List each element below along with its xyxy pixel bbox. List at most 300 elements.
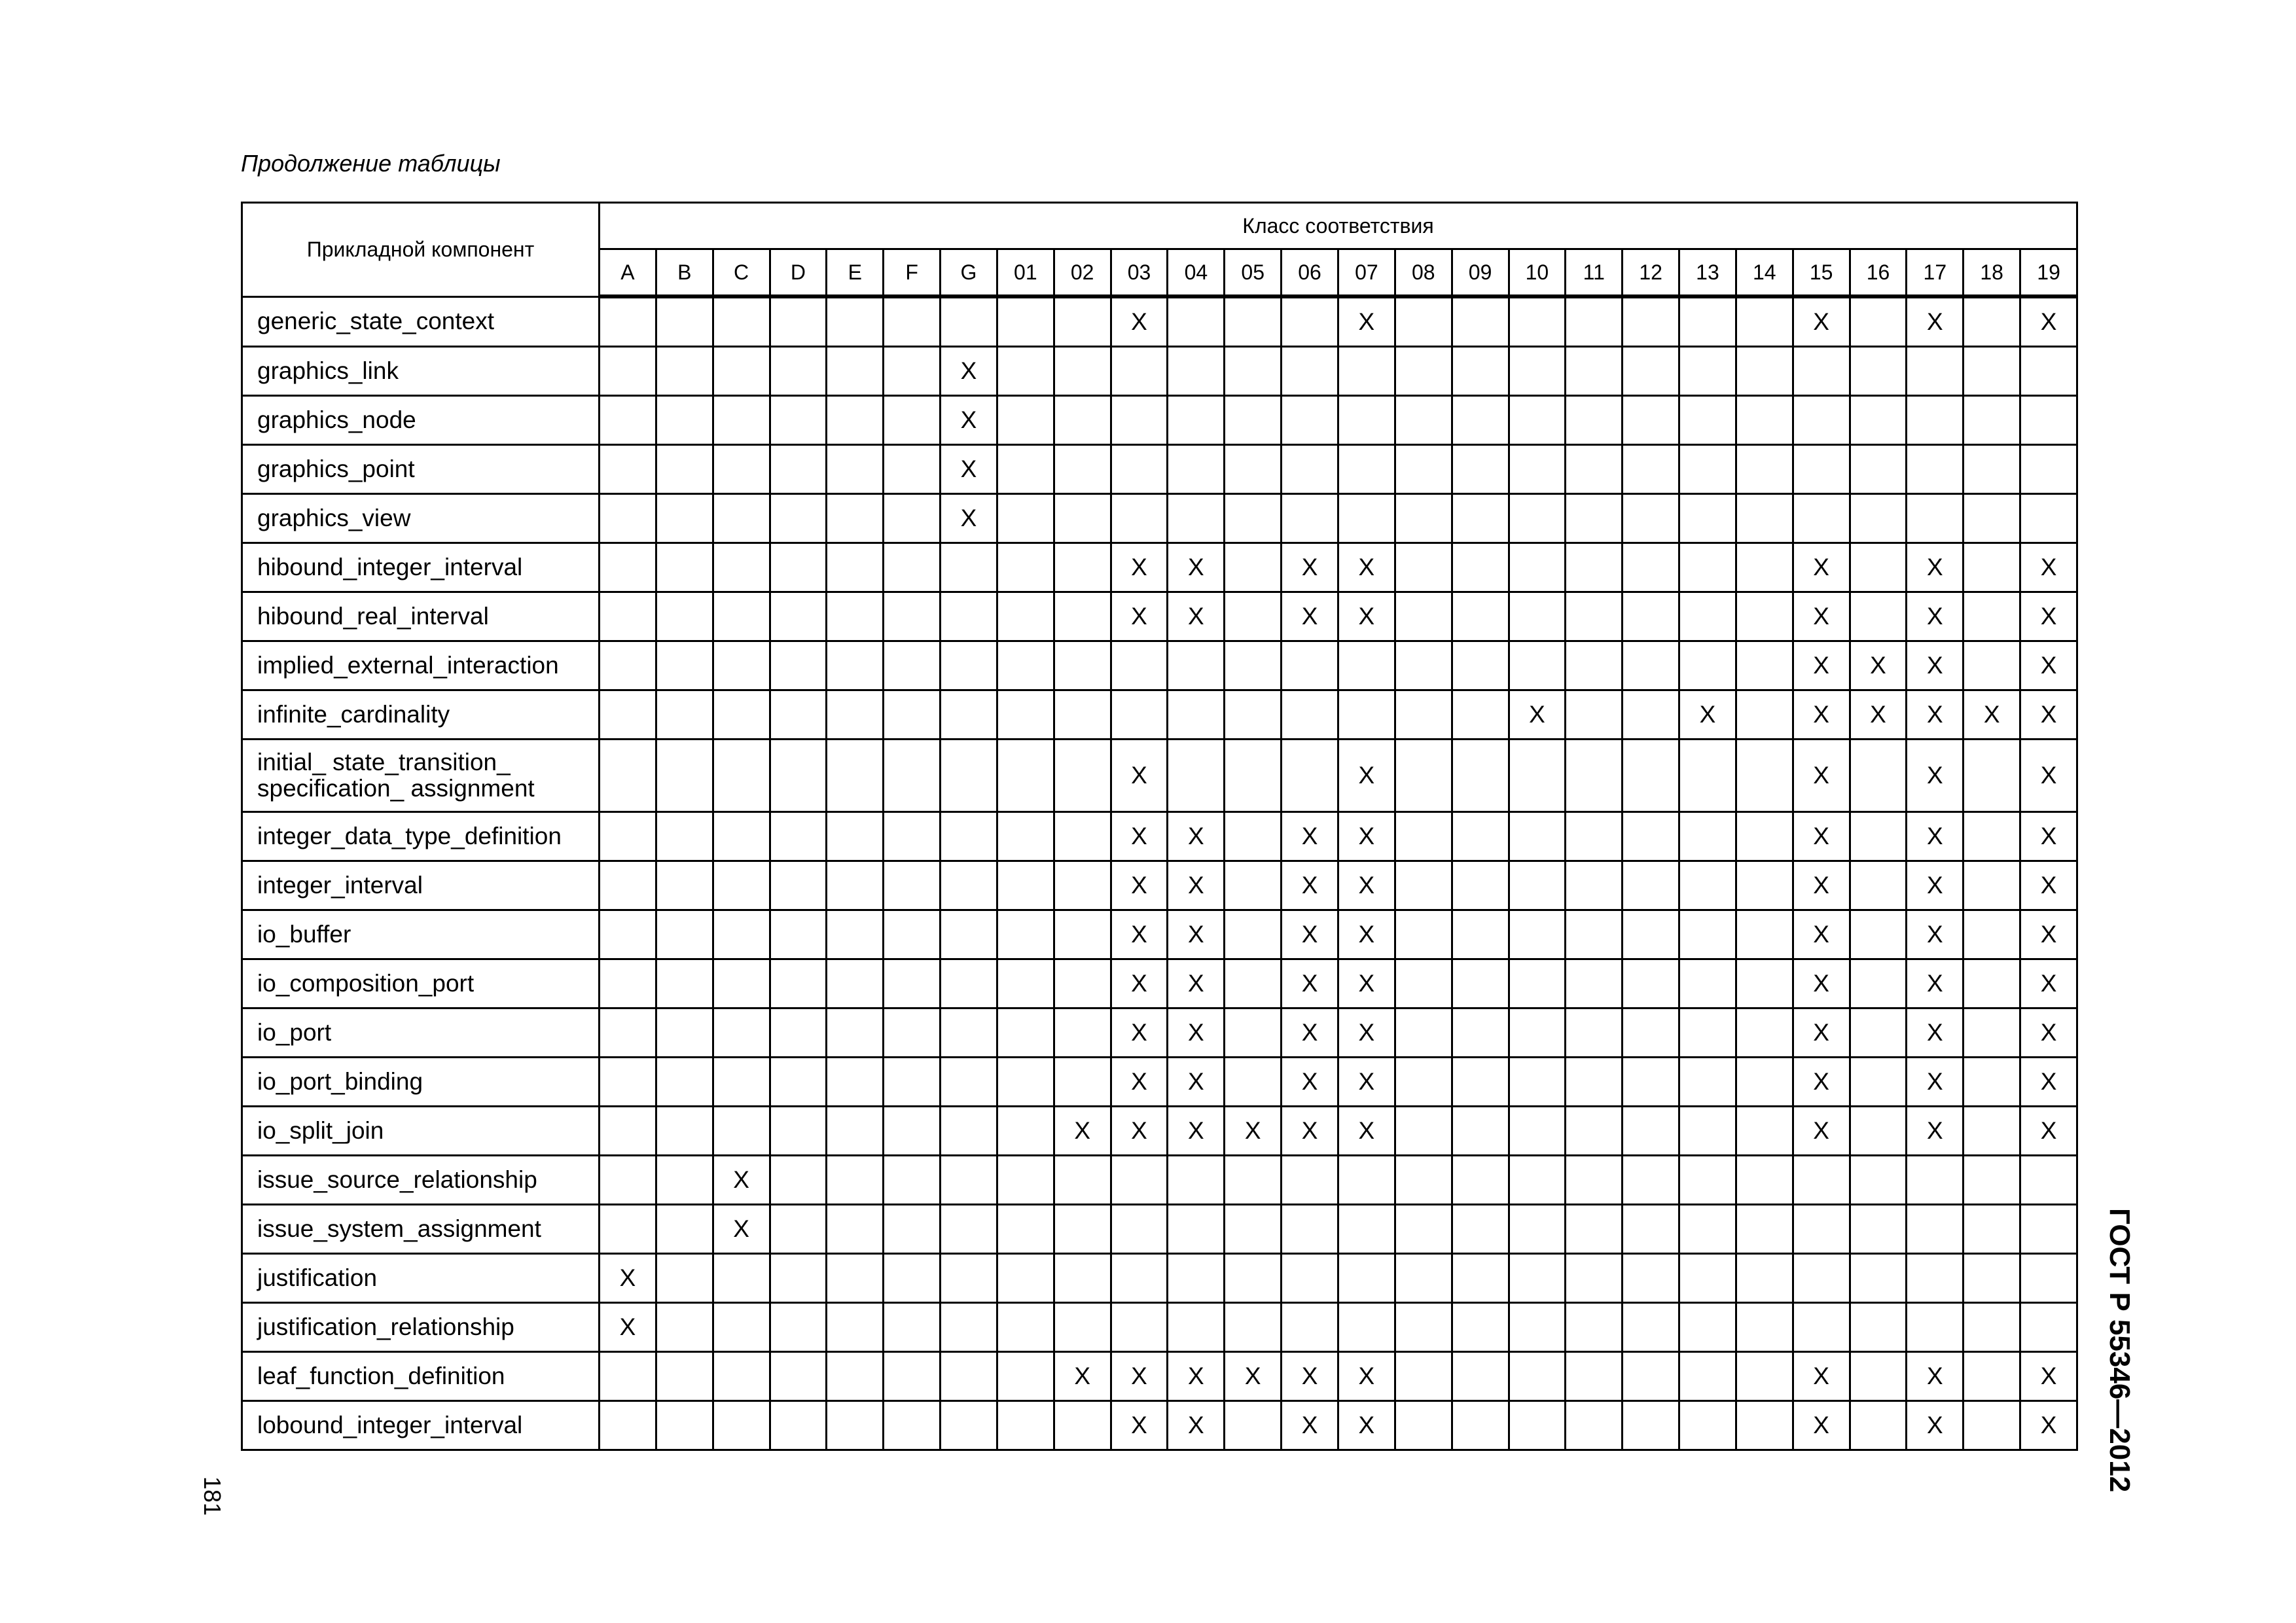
conformance-mark-cell <box>770 396 827 445</box>
conformance-mark-cell <box>1850 740 1907 812</box>
conformance-mark-cell <box>656 1008 713 1058</box>
conformance-mark-cell: X <box>1679 690 1736 740</box>
conformance-mark-cell <box>600 1156 656 1205</box>
component-name: integer_interval <box>257 872 423 899</box>
conformance-mark-cell <box>1623 494 1679 543</box>
conformance-mark-cell <box>1395 1352 1452 1401</box>
conformance-mark-cell <box>1168 1254 1225 1303</box>
conformance-mark-cell: X <box>1793 910 1850 959</box>
conformance-mark-cell: X <box>1111 959 1168 1008</box>
conformance-mark-cell <box>1736 959 1793 1008</box>
conformance-mark-cell <box>1452 396 1509 445</box>
conformance-mark-cell <box>1168 690 1225 740</box>
conformance-mark-cell <box>600 959 656 1008</box>
conformance-mark-cell <box>884 1058 941 1107</box>
conformance-mark-cell <box>941 1254 997 1303</box>
conformance-mark-cell <box>1168 1156 1225 1205</box>
conformance-mark-cell <box>1395 910 1452 959</box>
conformance-mark-cell <box>1736 347 1793 396</box>
conformance-mark-cell <box>1282 494 1338 543</box>
conformance-mark-cell: X <box>1338 1401 1395 1450</box>
component-name: graphics_view <box>257 505 411 531</box>
conformance-mark-cell: X <box>1168 543 1225 592</box>
table-row <box>242 812 2077 861</box>
conformance-mark-cell <box>656 812 713 861</box>
conformance-mark-cell <box>1168 396 1225 445</box>
conformance-mark-cell <box>1907 1205 1964 1254</box>
class-code-header: 19 <box>2020 249 2077 297</box>
conformance-mark-cell <box>1225 445 1282 494</box>
conformance-mark-cell <box>1225 347 1282 396</box>
conformance-mark-cell <box>1566 959 1623 1008</box>
conformance-mark-cell <box>1111 347 1168 396</box>
conformance-mark-cell <box>1623 959 1679 1008</box>
component-name: generic_state_context <box>257 308 495 335</box>
conformance-mark-cell: X <box>1282 592 1338 641</box>
conformance-mark-cell <box>713 812 770 861</box>
class-code-header: 11 <box>1566 249 1623 297</box>
conformance-mark-cell <box>770 910 827 959</box>
conformance-mark-cell <box>770 1352 827 1401</box>
component-name: graphics_link <box>257 357 399 384</box>
conformance-mark-cell <box>1736 1058 1793 1107</box>
conformance-mark-cell: X <box>600 1254 656 1303</box>
conformance-mark-cell <box>1679 1352 1736 1401</box>
conformance-mark-cell <box>2020 445 2077 494</box>
component-name: graphics_point <box>257 455 415 482</box>
component-name-cell <box>242 494 600 543</box>
conformance-mark-cell <box>713 1107 770 1156</box>
conformance-mark-cell <box>1282 690 1338 740</box>
conformance-mark-cell <box>1054 494 1111 543</box>
table-row <box>242 910 2077 959</box>
conformance-mark-cell <box>1282 396 1338 445</box>
conformance-mark-cell <box>600 812 656 861</box>
table-row <box>242 1401 2077 1450</box>
conformance-mark-cell <box>1225 1303 1282 1352</box>
conformance-mark-cell: X <box>2020 861 2077 910</box>
conformance-mark-cell <box>1395 1254 1452 1303</box>
conformance-mark-cell <box>2020 1254 2077 1303</box>
conformance-mark-cell <box>827 959 884 1008</box>
conformance-mark-cell <box>884 1008 941 1058</box>
conformance-mark-cell: X <box>1338 592 1395 641</box>
component-name-cell <box>242 396 600 445</box>
conformance-mark-cell: X <box>1282 959 1338 1008</box>
conformance-mark-cell: X <box>1338 1352 1395 1401</box>
conformance-mark-cell <box>1736 1107 1793 1156</box>
conformance-mark-cell <box>1054 641 1111 690</box>
conformance-mark-cell <box>1395 494 1452 543</box>
conformance-mark-cell <box>600 1205 656 1254</box>
conformance-mark-cell <box>941 740 997 812</box>
conformance-mark-cell <box>1679 812 1736 861</box>
conformance-mark-cell <box>997 861 1054 910</box>
conformance-mark-cell <box>1395 543 1452 592</box>
component-name-cell <box>242 296 600 347</box>
conformance-mark-cell: X <box>1111 910 1168 959</box>
conformance-mark-cell: X <box>1168 1401 1225 1450</box>
conformance-mark-cell <box>656 910 713 959</box>
class-code-header: 04 <box>1168 249 1225 297</box>
conformance-mark-cell <box>884 494 941 543</box>
conformance-mark-cell: X <box>1850 641 1907 690</box>
conformance-mark-cell <box>997 641 1054 690</box>
conformance-mark-cell <box>1850 910 1907 959</box>
conformance-mark-cell <box>1566 445 1623 494</box>
conformance-mark-cell <box>1452 1107 1509 1156</box>
conformance-mark-cell: X <box>2020 1058 2077 1107</box>
conformance-mark-cell <box>600 1401 656 1450</box>
conformance-mark-cell <box>1679 347 1736 396</box>
conformance-mark-cell <box>884 1401 941 1450</box>
conformance-mark-cell <box>1623 592 1679 641</box>
conformance-mark-cell <box>1964 1156 2020 1205</box>
conformance-mark-cell <box>1338 494 1395 543</box>
conformance-mark-cell <box>1452 1401 1509 1450</box>
table-row <box>242 1205 2077 1254</box>
conformance-mark-cell <box>827 494 884 543</box>
conformance-mark-cell: X <box>1907 592 1964 641</box>
conformance-mark-cell <box>1054 347 1111 396</box>
conformance-mark-cell <box>1282 296 1338 347</box>
conformance-mark-cell: X <box>2020 592 2077 641</box>
conformance-mark-cell <box>1452 592 1509 641</box>
conformance-mark-cell <box>1054 396 1111 445</box>
conformance-mark-cell <box>1623 347 1679 396</box>
conformance-mark-cell <box>1225 910 1282 959</box>
class-code-header: 15 <box>1793 249 1850 297</box>
conformance-mark-cell: X <box>1907 861 1964 910</box>
conformance-mark-cell <box>1395 592 1452 641</box>
conformance-mark-cell <box>1736 592 1793 641</box>
conformance-mark-cell <box>941 1156 997 1205</box>
conformance-mark-cell <box>1395 1008 1452 1058</box>
conformance-mark-cell <box>1338 641 1395 690</box>
conformance-mark-cell <box>1679 1058 1736 1107</box>
component-name: io_split_join <box>257 1117 384 1144</box>
conformance-mark-cell <box>656 1254 713 1303</box>
conformance-mark-cell <box>1679 959 1736 1008</box>
conformance-mark-cell <box>1566 1303 1623 1352</box>
conformance-mark-cell <box>1395 396 1452 445</box>
conformance-mark-cell <box>941 812 997 861</box>
conformance-mark-cell <box>1850 1401 1907 1450</box>
conformance-mark-cell <box>770 1107 827 1156</box>
conformance-mark-cell: X <box>1225 1107 1282 1156</box>
conformance-mark-cell <box>1964 641 2020 690</box>
conformance-mark-cell <box>656 861 713 910</box>
conformance-mark-cell <box>1850 494 1907 543</box>
conformance-mark-cell <box>770 347 827 396</box>
component-name: hibound_real_interval <box>257 603 489 630</box>
conformance-mark-cell: X <box>1338 910 1395 959</box>
table-row <box>242 861 2077 910</box>
class-code-header: A <box>600 249 656 297</box>
conformance-mark-cell <box>1509 1058 1566 1107</box>
conformance-mark-cell: X <box>1338 543 1395 592</box>
conformance-mark-cell <box>1111 445 1168 494</box>
conformance-mark-cell <box>1964 740 2020 812</box>
conformance-mark-cell <box>1111 1156 1168 1205</box>
conformance-mark-cell <box>1509 1205 1566 1254</box>
conformance-mark-cell: X <box>1793 861 1850 910</box>
component-name-cell <box>242 1156 600 1205</box>
conformance-mark-cell <box>713 1008 770 1058</box>
conformance-mark-cell <box>1793 347 1850 396</box>
conformance-mark-cell <box>1111 1205 1168 1254</box>
component-name: leaf_function_definition <box>257 1363 505 1389</box>
conformance-mark-cell <box>1225 1205 1282 1254</box>
conformance-mark-cell <box>1452 296 1509 347</box>
conformance-mark-cell: X <box>1907 543 1964 592</box>
conformance-mark-cell <box>600 592 656 641</box>
conformance-table <box>241 202 2078 1451</box>
conformance-mark-cell <box>827 1008 884 1058</box>
table-row <box>242 1107 2077 1156</box>
conformance-mark-cell <box>1338 445 1395 494</box>
conformance-mark-cell: X <box>2020 1401 2077 1450</box>
conformance-mark-cell <box>1566 812 1623 861</box>
conformance-mark-cell: X <box>1168 1008 1225 1058</box>
conformance-mark-cell <box>656 494 713 543</box>
class-code-header: 16 <box>1850 249 1907 297</box>
conformance-mark-cell <box>600 445 656 494</box>
conformance-mark-cell <box>1338 690 1395 740</box>
conformance-mark-cell: X <box>1907 1008 1964 1058</box>
conformance-mark-cell <box>770 641 827 690</box>
conformance-mark-cell <box>2020 396 2077 445</box>
conformance-mark-cell <box>1054 740 1111 812</box>
class-code-header: 05 <box>1225 249 1282 297</box>
conformance-mark-cell: X <box>2020 959 2077 1008</box>
conformance-mark-cell <box>1168 1205 1225 1254</box>
conformance-mark-cell <box>656 1352 713 1401</box>
conformance-mark-cell: X <box>1907 641 1964 690</box>
conformance-mark-cell: X <box>1793 1008 1850 1058</box>
conformance-mark-cell <box>1111 1254 1168 1303</box>
conformance-mark-cell <box>1566 740 1623 812</box>
conformance-mark-cell <box>600 296 656 347</box>
conformance-mark-cell <box>1566 641 1623 690</box>
class-code-header: 09 <box>1452 249 1509 297</box>
conformance-mark-cell: X <box>1282 910 1338 959</box>
conformance-mark-cell <box>1225 861 1282 910</box>
component-name: lobound_integer_interval <box>257 1412 523 1438</box>
conformance-mark-cell <box>997 445 1054 494</box>
conformance-mark-cell <box>1395 1156 1452 1205</box>
conformance-mark-cell <box>770 740 827 812</box>
component-name-cell <box>242 861 600 910</box>
conformance-mark-cell <box>941 1352 997 1401</box>
conformance-mark-cell <box>1623 910 1679 959</box>
conformance-mark-cell <box>1964 1352 2020 1401</box>
table-row <box>242 1156 2077 1205</box>
conformance-mark-cell <box>1736 910 1793 959</box>
conformance-mark-cell <box>827 812 884 861</box>
conformance-mark-cell <box>1509 347 1566 396</box>
conformance-mark-cell <box>1111 396 1168 445</box>
class-code-header: 07 <box>1338 249 1395 297</box>
component-name-cell <box>242 1401 600 1450</box>
conformance-mark-cell <box>1225 1254 1282 1303</box>
conformance-mark-cell <box>1282 641 1338 690</box>
conformance-mark-cell <box>713 1058 770 1107</box>
conformance-mark-cell: X <box>1168 959 1225 1008</box>
conformance-mark-cell <box>1282 1254 1338 1303</box>
component-name-cell <box>242 1254 600 1303</box>
table-row <box>242 1058 2077 1107</box>
conformance-mark-cell <box>997 592 1054 641</box>
class-code-header: E <box>827 249 884 297</box>
conformance-mark-cell <box>1338 1156 1395 1205</box>
conformance-mark-cell: X <box>1793 959 1850 1008</box>
conformance-mark-cell <box>1964 445 2020 494</box>
conformance-mark-cell: X <box>1282 1058 1338 1107</box>
conformance-mark-cell <box>827 1205 884 1254</box>
conformance-mark-cell <box>997 690 1054 740</box>
conformance-mark-cell <box>1623 812 1679 861</box>
conformance-mark-cell <box>600 740 656 812</box>
conformance-mark-cell: X <box>1338 1107 1395 1156</box>
page-number: 181 <box>199 1476 226 1516</box>
conformance-mark-cell <box>827 1254 884 1303</box>
conformance-mark-cell <box>1736 740 1793 812</box>
component-name-cell <box>242 690 600 740</box>
conformance-mark-cell: X <box>1054 1352 1111 1401</box>
conformance-mark-cell <box>941 1205 997 1254</box>
conformance-mark-cell <box>1054 1205 1111 1254</box>
table-row <box>242 396 2077 445</box>
conformance-mark-cell: X <box>2020 910 2077 959</box>
conformance-mark-cell <box>1452 910 1509 959</box>
class-code-header: 18 <box>1964 249 2020 297</box>
conformance-mark-cell <box>1964 296 2020 347</box>
conformance-mark-cell <box>1850 1205 1907 1254</box>
conformance-mark-cell <box>1679 1303 1736 1352</box>
conformance-mark-cell <box>1111 1303 1168 1352</box>
conformance-mark-cell <box>600 1008 656 1058</box>
conformance-mark-cell <box>1225 812 1282 861</box>
conformance-mark-cell <box>997 1303 1054 1352</box>
conformance-mark-cell <box>1566 1352 1623 1401</box>
conformance-mark-cell <box>1282 740 1338 812</box>
conformance-mark-cell <box>1566 1156 1623 1205</box>
conformance-mark-cell <box>1225 296 1282 347</box>
conformance-mark-cell <box>884 690 941 740</box>
conformance-mark-cell <box>997 1156 1054 1205</box>
conformance-mark-cell <box>1168 740 1225 812</box>
conformance-mark-cell <box>713 740 770 812</box>
conformance-mark-cell <box>1566 1107 1623 1156</box>
component-name: graphics_node <box>257 406 416 433</box>
conformance-mark-cell <box>1282 1205 1338 1254</box>
conformance-mark-cell: X <box>1282 1352 1338 1401</box>
conformance-mark-cell <box>1509 959 1566 1008</box>
conformance-mark-cell <box>1509 740 1566 812</box>
conformance-mark-cell: X <box>1793 1401 1850 1450</box>
conformance-mark-cell <box>1452 1008 1509 1058</box>
class-code-header: 06 <box>1282 249 1338 297</box>
conformance-mark-cell <box>1964 592 2020 641</box>
conformance-mark-cell <box>827 1303 884 1352</box>
conformance-mark-cell <box>1736 543 1793 592</box>
conformance-mark-cell <box>941 861 997 910</box>
conformance-mark-cell: X <box>2020 641 2077 690</box>
conformance-mark-cell: X <box>941 445 997 494</box>
conformance-mark-cell <box>770 296 827 347</box>
conformance-mark-cell <box>1907 396 1964 445</box>
component-name: initial_ state_transition_ <box>257 749 511 776</box>
conformance-mark-cell: X <box>1850 690 1907 740</box>
conformance-mark-cell <box>1054 861 1111 910</box>
conformance-mark-cell <box>770 494 827 543</box>
conformance-mark-cell <box>884 296 941 347</box>
conformance-mark-cell <box>1850 861 1907 910</box>
conformance-mark-cell <box>827 861 884 910</box>
conformance-mark-cell <box>1225 1008 1282 1058</box>
conformance-mark-cell: X <box>2020 1008 2077 1058</box>
conformance-mark-cell: X <box>1793 1352 1850 1401</box>
conformance-mark-cell <box>1679 1401 1736 1450</box>
conformance-mark-cell <box>770 445 827 494</box>
conformance-mark-cell <box>1282 347 1338 396</box>
conformance-mark-cell <box>1395 812 1452 861</box>
conformance-mark-cell <box>656 1058 713 1107</box>
conformance-mark-cell <box>1395 445 1452 494</box>
conformance-mark-cell <box>1395 1401 1452 1450</box>
conformance-mark-cell <box>1736 641 1793 690</box>
conformance-mark-cell <box>1282 1156 1338 1205</box>
conformance-mark-cell <box>997 1107 1054 1156</box>
conformance-mark-cell <box>1566 543 1623 592</box>
conformance-mark-cell: X <box>1964 690 2020 740</box>
conformance-mark-cell <box>1054 1254 1111 1303</box>
conformance-mark-cell <box>1509 1352 1566 1401</box>
conformance-mark-cell <box>1850 1352 1907 1401</box>
conformance-mark-cell <box>1850 592 1907 641</box>
conformance-mark-cell <box>1850 959 1907 1008</box>
conformance-mark-cell: X <box>1338 296 1395 347</box>
conformance-mark-cell <box>1452 1205 1509 1254</box>
conformance-mark-cell <box>1509 1107 1566 1156</box>
table-row <box>242 592 2077 641</box>
conformance-mark-cell <box>1850 1058 1907 1107</box>
conformance-mark-cell <box>770 1058 827 1107</box>
conformance-mark-cell <box>1509 543 1566 592</box>
conformance-mark-cell <box>1338 347 1395 396</box>
conformance-mark-cell <box>1395 1303 1452 1352</box>
component-name-cell <box>242 1303 600 1352</box>
conformance-mark-cell <box>827 1107 884 1156</box>
component-name: infinite_cardinality <box>257 701 450 728</box>
conformance-mark-cell <box>997 494 1054 543</box>
conformance-mark-cell: X <box>1054 1107 1111 1156</box>
conformance-mark-cell: X <box>1907 690 1964 740</box>
table-row <box>242 445 2077 494</box>
component-name-cell <box>242 1352 600 1401</box>
class-code-header: 08 <box>1395 249 1452 297</box>
conformance-mark-cell <box>656 1107 713 1156</box>
conformance-mark-cell <box>1679 1008 1736 1058</box>
conformance-mark-cell: X <box>1111 296 1168 347</box>
document-id: ГОСТ Р 55346—2012 <box>2104 1208 2136 1493</box>
component-name-cell <box>242 1107 600 1156</box>
component-name-cell <box>242 740 600 812</box>
class-code-header: F <box>884 249 941 297</box>
conformance-mark-cell <box>770 1254 827 1303</box>
conformance-mark-cell <box>2020 1303 2077 1352</box>
